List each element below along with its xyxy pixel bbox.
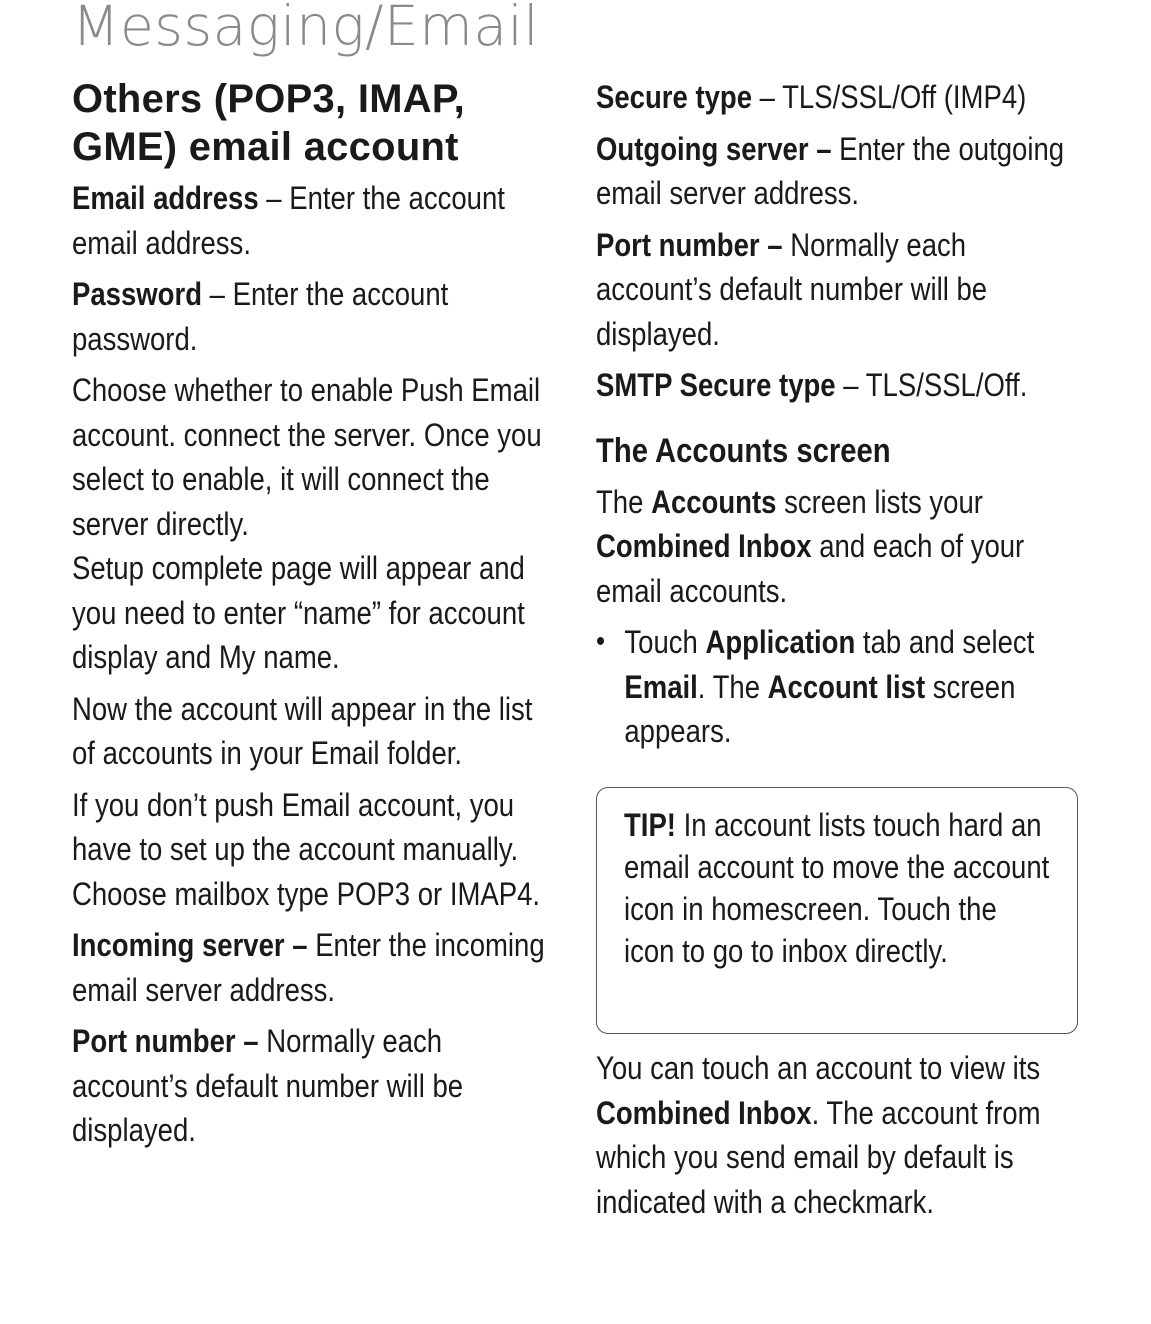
incoming-server-label: Incoming server – xyxy=(72,927,308,963)
combined-inbox-bold: Combined Inbox xyxy=(596,528,812,564)
smtp-secure-type-label: SMTP Secure type xyxy=(596,367,836,403)
port-number-label: Port number – xyxy=(72,1023,259,1059)
secure-type-label: Secure type xyxy=(596,79,753,115)
email-bold: Email xyxy=(624,668,698,705)
tip-body: In account lists touch hard an email account to move the account icon in homescreen. Touch the icon to go to inbox directly. xyxy=(624,807,1050,969)
email-address-paragraph xyxy=(72,176,558,265)
password-label: Password xyxy=(72,276,203,312)
email-address-label: Email address xyxy=(72,180,259,216)
outgoing-server-paragraph xyxy=(596,127,1078,216)
bullet-dot: • xyxy=(596,625,606,658)
closing-combined-inbox-bold: Combined Inbox xyxy=(596,1094,812,1131)
right-port-number-paragraph xyxy=(596,223,1078,357)
closing-text-1: You can touch an account to view its xyxy=(596,1050,1041,1086)
tip-text xyxy=(624,804,1054,972)
bullet-item xyxy=(596,620,1078,754)
port-number-text: Normally each account’s default number will be displayed. xyxy=(72,1023,464,1148)
tip-label: TIP! xyxy=(624,807,676,843)
accounts-intro-text-2: screen lists your xyxy=(776,483,983,520)
accounts-bold: Accounts xyxy=(651,483,777,520)
setup-complete-paragraph: Setup complete page will appear and you need to enter “name” for account display and My name. xyxy=(72,550,525,675)
application-bold: Application xyxy=(705,624,856,660)
right-port-number-label: Port number – xyxy=(596,226,783,263)
bullet-text xyxy=(624,620,1077,754)
manual-setup-paragraph: If you don’t push Email account, you have to set up the account manually. Choose mailbox type POP3 or IMAP4. xyxy=(72,786,541,912)
smtp-secure-type-paragraph xyxy=(596,363,1078,408)
left-column xyxy=(72,75,558,1160)
secure-type-paragraph xyxy=(596,75,1078,120)
account-appear-paragraph: Now the account will appear in the list of accounts in your Email folder. xyxy=(72,690,533,771)
password-paragraph xyxy=(72,272,558,361)
page-header: Messaging/Email xyxy=(72,0,540,58)
tip-box xyxy=(596,787,1078,1034)
account-list-bold: Account list xyxy=(767,668,926,705)
section-title xyxy=(72,75,551,171)
accounts-intro-text-1: The xyxy=(596,483,652,520)
right-port-number-text: Normally each account’s default number will be displayed. xyxy=(596,226,988,352)
accounts-screen-title: The Accounts screen xyxy=(596,431,891,470)
bullet-text-1: Touch xyxy=(624,624,706,660)
outgoing-server-text: Enter the outgoing email server address. xyxy=(596,130,1065,211)
email-address-text: – Enter the account email address. xyxy=(72,180,505,261)
smtp-secure-type-text: – TLS/SSL/Off. xyxy=(835,367,1028,403)
outgoing-server-label: Outgoing server – xyxy=(596,130,832,167)
closing-paragraph xyxy=(596,1046,1078,1224)
port-number-paragraph xyxy=(72,1019,558,1153)
bullet-text-4: screen appears. xyxy=(624,668,1016,749)
incoming-server-text: Enter the incoming email server address. xyxy=(72,927,545,1008)
section-title-line-1: Others (POP3, IMAP, xyxy=(72,77,466,121)
bullet-text-3: . The xyxy=(697,668,768,705)
incoming-server-paragraph xyxy=(72,923,558,1012)
password-text: – Enter the account password. xyxy=(72,276,449,357)
right-column xyxy=(596,75,1078,774)
closing-text-2: . The account from which you send email by default is indicated with a checkmark. xyxy=(596,1094,1041,1220)
section-title-line-2: GME) email account xyxy=(72,125,459,169)
push-email-paragraph: Choose whether to enable Push Email account. connect the server. Once you select to enable, it will connect the server directly. xyxy=(72,372,542,542)
accounts-intro-paragraph xyxy=(596,480,1078,614)
accounts-intro-text-3: and each of your email accounts. xyxy=(596,528,1025,609)
secure-type-text: – TLS/SSL/Off (IMP4) xyxy=(752,79,1027,115)
bullet-text-2: tab and select xyxy=(855,624,1035,660)
